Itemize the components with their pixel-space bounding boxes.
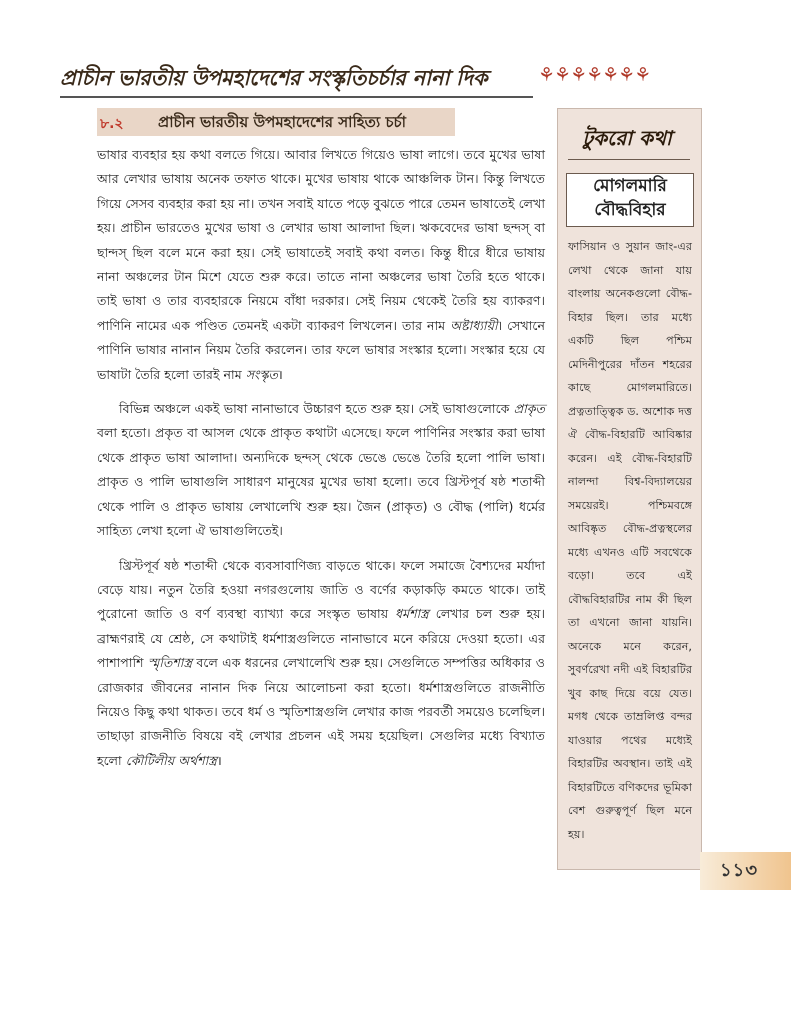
italic-term: অষ্টাধ্যায়ী bbox=[450, 317, 498, 333]
paragraph bbox=[97, 143, 545, 387]
sidebar-title-line: মোগলমারি bbox=[593, 176, 667, 196]
text-run: । bbox=[216, 752, 222, 768]
text-run: লেখার চল শুরু হয়। ব্রাহ্মণরাই যে শ্রেষ্ঠ, সে কথাটাই ধর্মশাস্ত্রগুলিতে নানাভাবে মনে করিয়ে দেওয়া হতো। এর পাশাপাশি bbox=[97, 606, 546, 671]
text-run: খ্রিস্টপূর্ব ষষ্ঠ শতাব্দী থেকে ব্যবসাবাণিজ্য বাড়তে থাকে। ফলে সমাজে বৈশ্যদের মর্যাদা বেড়ে যায়। নতুন তৈরি হওয়া নগরগুলোয় জাতি ও বর্ণের কড়াকড়ি কমতে থাকে। তাই পুরোনো জাতি ও বর্ণ ব্যবস্থা ব্যাখ্যা করে সংস্কৃত ভাষায় bbox=[97, 557, 545, 622]
text-run: বিভিন্ন অঞ্চলে একই ভাষা নানাভাবে উচ্চারণ হতে শুরু হয়। সেই ভাষাগুলোকে bbox=[119, 401, 514, 417]
paragraph bbox=[97, 554, 545, 774]
sidebar-box bbox=[557, 108, 702, 870]
sidebar-divider bbox=[568, 159, 690, 160]
header-divider bbox=[60, 96, 533, 98]
text-run: ভাষার ব্যবহার হয় কথা বলতে গিয়ে। আবার লিখতে গিয়েও ভাষা লাগে। তবে মুখের ভাষা আর লেখার ভাষায় অনেক তফাত থাকে। মুখের ভাষায় থাকে আঞ্চলিক টান। কিন্তু লিখতে গিয়ে সেসব ব্যবহার করা হয় না। তখন সবাই যাতে পড়ে বুঝতে পারে তেমন ভাষাতেই লেখা হয়। প্রাচীন ভারতেও মুখের ভাষা ও লেখার ভাষা আলাদা ছিল। ঋকবেদের ভাষা ছন্দস্ বা ছান্দস্ ছিল বলে মনে করা হয়। সেই ভাষাতেই সবাই কথা বলত। কিন্তু ধীরে ধীরে ভাষায় নানা অঞ্চলের টান মিশে যেতে শুরু করে। তাতে নানা অঞ্চলের ভাষা তৈরি হতে থাকে। তাই ভাষা ও তার ব্যবহারকে নিয়মে বাঁধা দরকার। সেই নিয়ম থেকেই তৈরি হয় ব্যাকরণ। পাণিনি নামের এক পণ্ডিত তেমনই একটা ব্যাকরণ লিখলেন। তার নাম bbox=[97, 147, 545, 333]
text-run: । সেখানে পাণিনি ভাষার নানান নিয়ম তৈরি করলেন। তার ফলে ভাষার সংস্কার হলো। সংস্কার হয়ে যে ভাষাটা তৈরি হলো তারই নাম bbox=[97, 317, 546, 382]
text-run: বলা হতো। প্রকৃত বা আসল থেকে প্রাকৃত কথাটা এসেছে। ফলে পাণিনির সংস্কার করা ভাষা থেকে প্রাকৃত ভাষা আলাদা। অন্যদিকে ছন্দস্ থেকে ভেঙে ভেঙে তৈরি হলো পালি ভাষা। প্রাকৃত ও পালি ভাষাগুলি সাধারণ মানুষের মুখের ভাষা হলো। তবে খ্রিস্টপূর্ব ষষ্ঠ শতাব্দী থেকে পালি ও প্রাকৃত ভাষায় লেখালেখি শুরু হয়। জৈন (প্রাকৃত) ও বৌদ্ধ (পালি) ধর্মের সাহিত্য লেখা হলো ঐ ভাষাগুলিতেই। bbox=[97, 425, 545, 539]
paragraph bbox=[97, 397, 545, 543]
running-header bbox=[60, 62, 710, 96]
section-number: ৮.২ bbox=[100, 116, 124, 132]
italic-term: সংস্কৃত bbox=[245, 366, 278, 382]
italic-term: কৌটিলীয় অর্থশাস্ত্র bbox=[125, 752, 217, 768]
decorative-figures-icon: ⚘⚘⚘⚘⚘⚘⚘ bbox=[538, 64, 651, 86]
main-text bbox=[97, 143, 545, 783]
text-run: বলে এক ধরনের লেখালেখি শুরু হয়। সেগুলিতে সম্পত্তির অধিকার ও রোজকার জীবনের নানান দিক নিয়ে আলোচনা করা হতো। ধর্মশাস্ত্রগুলিতে রাজনীতি নিয়েও কিছু কথা থাকত। তবে ধর্ম ও স্মৃতিশাস্ত্রগুলি লেখার কাজ পরবর্তী সময়েও চলেছিল। তাছাড়া রাজনীতি বিষয়ে বই লেখার প্রচলন এই সময় হয়েছিল। সেগুলির মধ্যে বিখ্যাত হলো bbox=[97, 655, 546, 768]
italic-term: ধর্মশাস্ত্র bbox=[395, 606, 429, 622]
sidebar-body: ফাসিয়ান ও সুয়ান জাং-এর লেখা থেকে জানা যায় বাংলায় অনেকগুলো বৌদ্ধ-বিহার ছিল। তার মধ্যে একটি ছিল পশ্চিম মেদিনীপুরের দাঁতন শহরের কাছে মোগলমারিতে। প্রত্নতাত্ত্বিক ড. অশোক দত্ত ঐ বৌদ্ধ-বিহারটি আবিষ্কার করেন। এই বৌদ্ধ-বিহারটি নালন্দা বিশ্ব-বিদ্যালয়ের সময়েরই। পশ্চিমবঙ্গে আবিষ্কৃত বৌদ্ধ-প্রত্নস্থলের মধ্যে এখনও এটি সবথেকে বড়ো। তবে এই বৌদ্ধবিহারটির নাম কী ছিল তা এখনো জানা যায়নি। অনেকে মনে করেন, সুবর্ণরেখা নদী এই বিহারটির খুব কাছ দিয়ে বয়ে যেত। মগধ থেকে তাম্রলিপ্ত বন্দর যাওয়ার পথের মধ্যেই বিহারটির অবস্থান। তাই এই বিহারটিতে বণিকদের ভূমিকা বেশ গুরুত্বপূর্ণ ছিল মনে হয়। bbox=[568, 240, 692, 841]
italic-term: প্রাকৃত bbox=[513, 401, 545, 417]
chapter-title: প্রাচীন ভারতীয় উপমহাদেশের সংস্কৃতিচর্চার নানা দিক bbox=[60, 65, 488, 90]
sidebar-tag: টুকরো কথা bbox=[582, 126, 672, 150]
section-title: প্রাচীন ভারতীয় উপমহাদেশের সাহিত্য চর্চা bbox=[158, 113, 406, 131]
sidebar-title-line: বৌদ্ধবিহার bbox=[594, 200, 666, 220]
sidebar-title bbox=[566, 173, 694, 227]
italic-term: স্মৃতিশাস্ত্র bbox=[147, 655, 193, 671]
text-run: । bbox=[277, 366, 283, 382]
page-number: ১১৩ bbox=[700, 852, 791, 890]
